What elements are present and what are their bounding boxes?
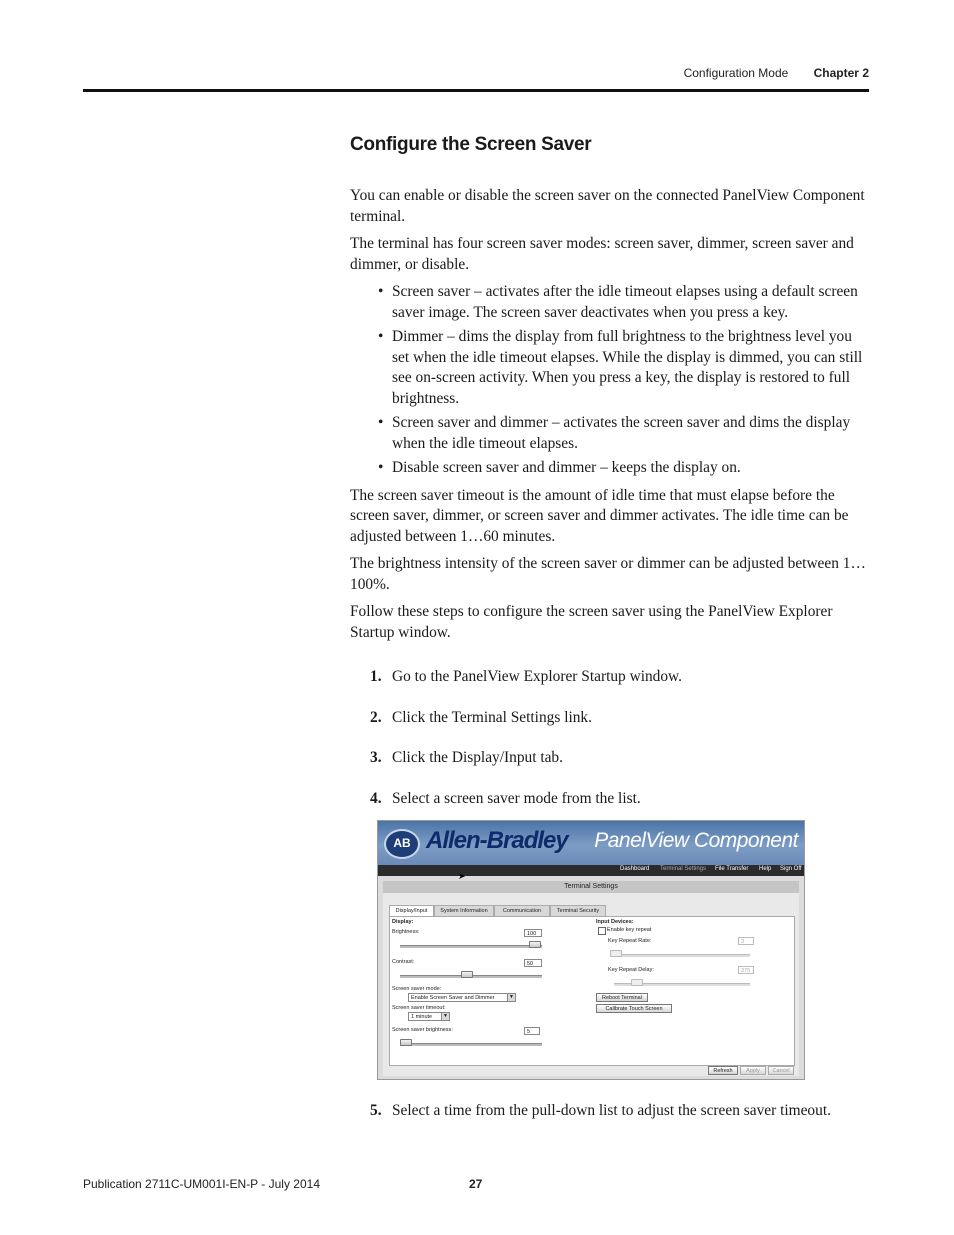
apply-button[interactable]: Apply [740,1066,766,1075]
paragraph-timeout: The screen saver timeout is the amount of idle time that must elapse before the screen saver, dimmer, or screen saver and dimmer activates. The idle time can be adjusted between 1…60 minutes. [350,486,849,545]
list-item: • Screen saver – activates after the idle timeout elapses using a default screen saver image. The screen saver deactivates when you press a key. [350,282,870,323]
step-3 [370,748,563,768]
reboot-terminal-button[interactable]: Reboot Terminal [596,993,648,1002]
brightness-label: Brightness: [392,929,420,935]
nav-dashboard[interactable]: Dashboard [620,866,650,872]
section-title: Configure the Screen Saver [350,134,592,155]
product-name: PanelView Component [594,829,798,852]
brand-name: Allen-Bradley [426,827,568,854]
tab-communication[interactable]: Communication [494,905,550,917]
brightness-slider-thumb[interactable] [529,941,541,948]
refresh-button[interactable]: Refresh [708,1066,738,1075]
allen-bradley-logo: AB [384,829,420,859]
footer-publication: Publication 2711C-UM001I-EN-P - July 2014 [83,1177,321,1191]
screen-saver-mode-value: Enable Screen Saver and Dimmer [411,995,495,1001]
nav-terminal-settings[interactable]: Terminal Settings [660,866,707,872]
brightness-input[interactable]: 100 [524,929,542,937]
screen-saver-mode-label: Screen saver mode: [392,986,442,992]
tab-display-input[interactable]: Display/Input [389,905,434,917]
key-repeat-label: Enable key repeat [607,927,652,933]
nav-help[interactable]: Help [759,866,772,872]
contrast-slider-thumb[interactable] [461,971,473,978]
cancel-button[interactable]: Cancel [768,1066,794,1075]
display-input-content [389,916,795,1066]
terminal-settings-screenshot [377,820,805,1080]
key-repeat-rate-label: Key Repeat Rate: [608,938,652,944]
list-item: • Dimmer – dims the display from full brightness to the brightness level you set when the idle timeout elapses. While the display is dimmed, you can still see on-screen activity. When you press a key, the display is restored to full brightness. [350,327,870,409]
nav-file-transfer[interactable]: File Transfer [715,866,749,872]
chevron-down-icon: ▼ [441,1013,449,1020]
step-1 [370,667,682,687]
chevron-down-icon: ▼ [507,994,515,1001]
tab-terminal-security[interactable]: Terminal Security [550,905,606,917]
list-item: • Disable screen saver and dimmer – keeps the display on. [350,458,870,479]
app-banner [378,821,804,865]
display-heading: Display: [392,919,414,925]
step-number: 2. [370,709,382,726]
contrast-label: Contrast: [392,959,415,965]
paragraph-brightness: The brightness intensity of the screen saver or dimmer can be adjusted between 1…100%. [350,555,866,593]
step-4 [370,789,641,809]
calibrate-touch-screen-button[interactable]: Calibrate Touch Screen [596,1004,672,1013]
key-repeat-delay-label: Key Repeat Delay: [608,967,654,973]
page-number: 27 [469,1177,483,1191]
step-number: 4. [370,790,382,807]
mode-list [350,282,870,479]
input-devices-heading: Input Devices: [596,919,634,925]
key-repeat-rate-input[interactable]: 3 [738,937,754,945]
tab-system-information[interactable]: System Information [434,905,494,917]
header-rule [83,89,869,92]
step-text: Select a screen saver mode from the list. [392,790,641,807]
mouse-cursor-icon: ➤ [458,871,466,881]
top-nav [378,865,804,876]
step-text: Select a time from the pull-down list to adjust the screen saver timeout. [392,1102,831,1119]
screen-saver-timeout-label: Screen saver timeout: [392,1005,446,1011]
step-text: Go to the PanelView Explorer Startup window. [392,668,683,685]
step-2 [370,708,592,728]
screen-saver-timeout-value: 1 minute [411,1014,433,1020]
key-repeat-rate-slider-track [610,954,750,957]
step-text: Click the Terminal Settings link. [392,709,592,726]
step-text: Click the Display/Input tab. [392,749,563,766]
screen-saver-brightness-input[interactable]: 5 [524,1027,540,1035]
key-repeat-delay-slider-thumb[interactable] [631,979,643,986]
brightness-slider-track [400,945,542,948]
step-number: 3. [370,749,382,766]
paragraph-follow: Follow these steps to configure the screen saver using the PanelView Explorer Startup window. [350,603,833,641]
screen-saver-brightness-slider-thumb[interactable] [400,1039,412,1046]
page-title-bar: Terminal Settings [383,881,799,894]
header-section: Configuration Mode [683,66,789,80]
key-repeat-rate-slider-thumb[interactable] [610,950,622,957]
nav-sign-off[interactable]: Sign Off [780,866,802,872]
paragraph-intro: You can enable or disable the screen saver on the connected PanelView Component terminal. [350,187,865,225]
key-repeat-delay-input[interactable]: 375 [738,966,754,974]
list-item: • Screen saver and dimmer – activates the screen saver and dims the display when the idle timeout elapses. [350,413,870,454]
step-number: 5. [370,1102,382,1119]
key-repeat-checkbox[interactable] [598,927,606,935]
body-text [350,186,870,650]
running-header [684,66,869,80]
settings-panel [383,893,799,1076]
contrast-input[interactable]: 50 [524,959,542,967]
header-chapter: Chapter 2 [813,66,869,80]
step-5 [370,1101,831,1121]
screen-saver-mode-select[interactable] [408,993,516,1002]
screen-saver-timeout-select[interactable] [408,1012,450,1021]
paragraph-modes: The terminal has four screen saver modes: screen saver, dimmer, screen saver and dimmer, or disable. [350,235,854,273]
screen-saver-brightness-label: Screen saver brightness: [392,1027,453,1033]
screen-saver-brightness-slider-track [400,1043,542,1046]
step-number: 1. [370,668,382,685]
